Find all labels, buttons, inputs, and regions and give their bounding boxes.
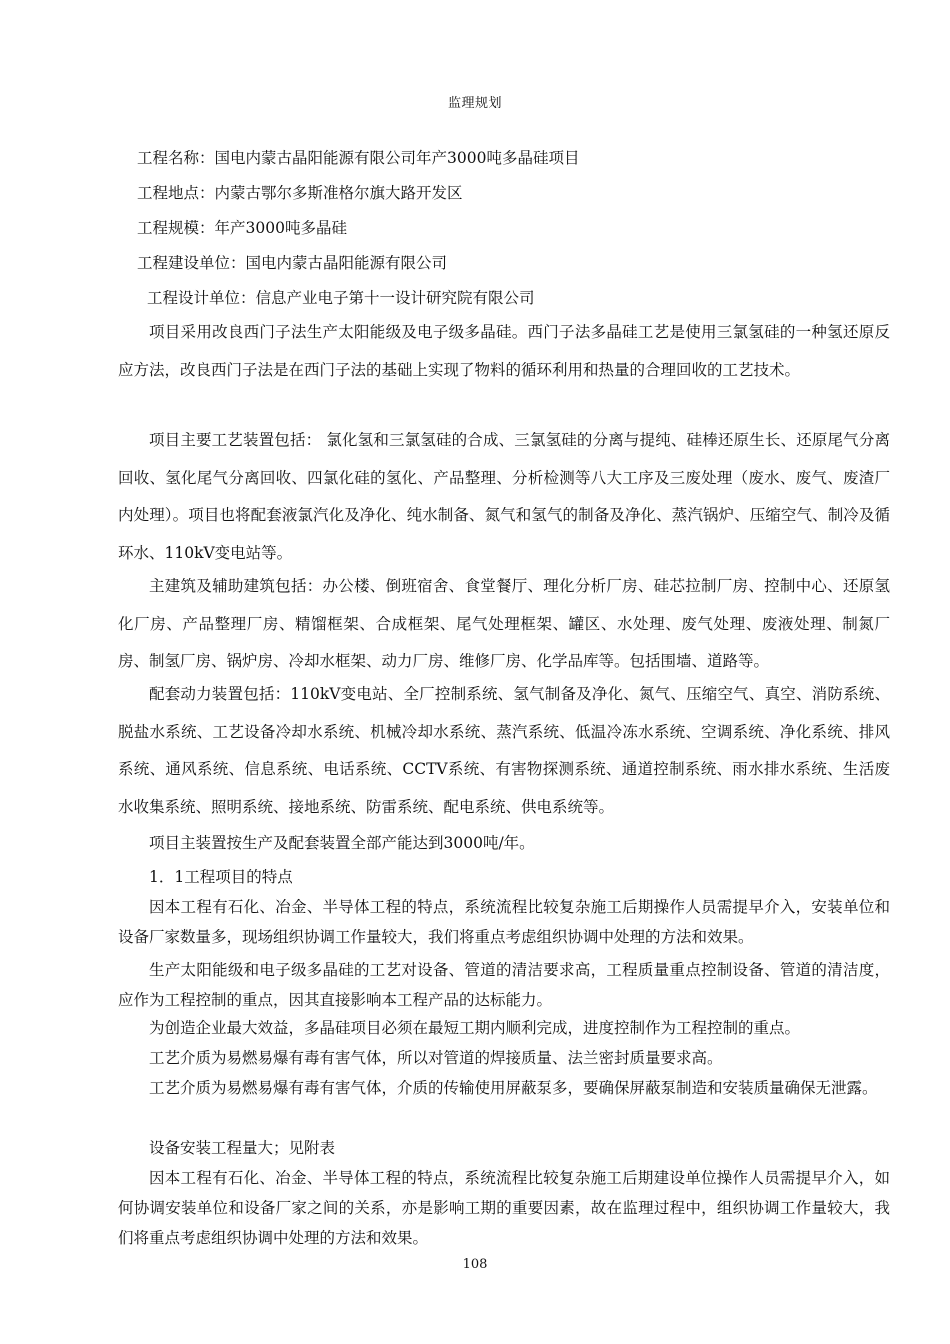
- project-location-line: 工程地点：内蒙古鄂尔多斯准格尔旗大路开发区: [137, 184, 463, 202]
- section-heading: 1．1工程项目的特点: [149, 868, 293, 886]
- project-owner-line: 工程建设单位：国电内蒙古晶阳能源有限公司: [137, 254, 448, 272]
- paragraph-process-units: 项目主要工艺装置包括： 氯化氢和三氯氢硅的合成、三氯氢硅的分离与提纯、硅棒还原生长、还原尾气分离回收、氢化尾气分离回收、四氯化硅的氢化、产品整理、分析检测等八大工序及三废处理（废水、废气、废渣厂内处理）。项目也将配套液氯汽化及净化、纯水制备、氮气和氢气的制备及净化、蒸汽锅炉、压缩空气、制冷及循环水、110kV变电站等。: [118, 431, 890, 562]
- project-designer-line: 工程设计单位：信息产业电子第十一设计研究院有限公司: [147, 289, 535, 307]
- paragraph-buildings: 主建筑及辅助建筑包括：办公楼、倒班宿舍、食堂餐厅、理化分析厂房、硅芯拉制厂房、控制中心、还原氢化厂房、产品整理厂房、精馏框架、合成框架、尾气处理框架、罐区、水处理、废气处理、废液处理、制氮厂房、制氢厂房、锅炉房、冷却水框架、动力厂房、维修厂房、化学品库等。包括围墙、道路等。: [118, 577, 890, 670]
- page-number: 108: [462, 1257, 488, 1272]
- paragraph-capacity: 项目主装置按生产及配套装置全部产能达到3000吨/年。: [149, 834, 535, 852]
- paragraph-power-units: 配套动力装置包括：110kV变电站、全厂控制系统、氢气制备及净化、氮气、压缩空气、真空、消防系统、脱盐水系统、工艺设备冷却水系统、机械冷却水系统、蒸汽系统、低温冷冻水系统、空调系统、净化系统、排风系统、通风系统、信息系统、电话系统、CCTV系统、有害物探测系统、通道控制系统、雨水排水系统、生活废水收集系统、照明系统、接地系统、防雷系统、配电系统、供电系统等。: [118, 685, 890, 816]
- project-scale-line: 工程规模：年产3000吨多晶硅: [137, 219, 347, 237]
- paragraph-feature-cleanliness: 生产太阳能级和电子级多晶硅的工艺对设备、管道的清洁要求高，工程质量重点控制设备、管道的清洁度，应作为工程控制的重点，因其直接影响本工程产品的达标能力。: [118, 961, 890, 1009]
- paragraph-equipment-volume: 设备安装工程量大；见附表: [149, 1139, 336, 1157]
- paragraph-feature-welding: 工艺介质为易燃易爆有毒有害气体，所以对管道的焊接质量、法兰密封质量要求高。: [149, 1049, 723, 1067]
- paragraph-feature-pumps: 工艺介质为易燃易爆有毒有害气体，介质的传输使用屏蔽泵多，要确保屏蔽泵制造和安装质量确保无泄露。: [149, 1079, 878, 1097]
- paragraph-feature-schedule: 为创造企业最大效益，多晶硅项目必须在最短工期内顺利完成，进度控制作为工程控制的重点。: [149, 1019, 801, 1037]
- paragraph-coordination-summary: 因本工程有石化、冶金、半导体工程的特点，系统流程比较复杂施工后期建设单位操作人员需提早介入，如何协调安装单位和设备厂家之间的关系，亦是影响工期的重要因素，故在监理过程中，组织协调工作量较大，我们将重点考虑组织协调中处理的方法和效果。: [118, 1169, 890, 1247]
- paragraph-process-method: 项目采用改良西门子法生产太阳能级及电子级多晶硅。西门子法多晶硅工艺是使用三氯氢硅的一种氢还原反应方法，改良西门子法是在西门子法的基础上实现了物料的循环利用和热量的合理回收的工艺技术。: [118, 323, 890, 379]
- paragraph-feature-coordination: 因本工程有石化、冶金、半导体工程的特点，系统流程比较复杂施工后期操作人员需提早介入，安装单位和设备厂家数量多，现场组织协调工作量较大，我们将重点考虑组织协调中处理的方法和效果。: [118, 898, 890, 946]
- page-header-title: 监理规划: [447, 96, 502, 111]
- project-name-line: 工程名称：国电内蒙古晶阳能源有限公司年产3000吨多晶硅项目: [137, 149, 580, 167]
